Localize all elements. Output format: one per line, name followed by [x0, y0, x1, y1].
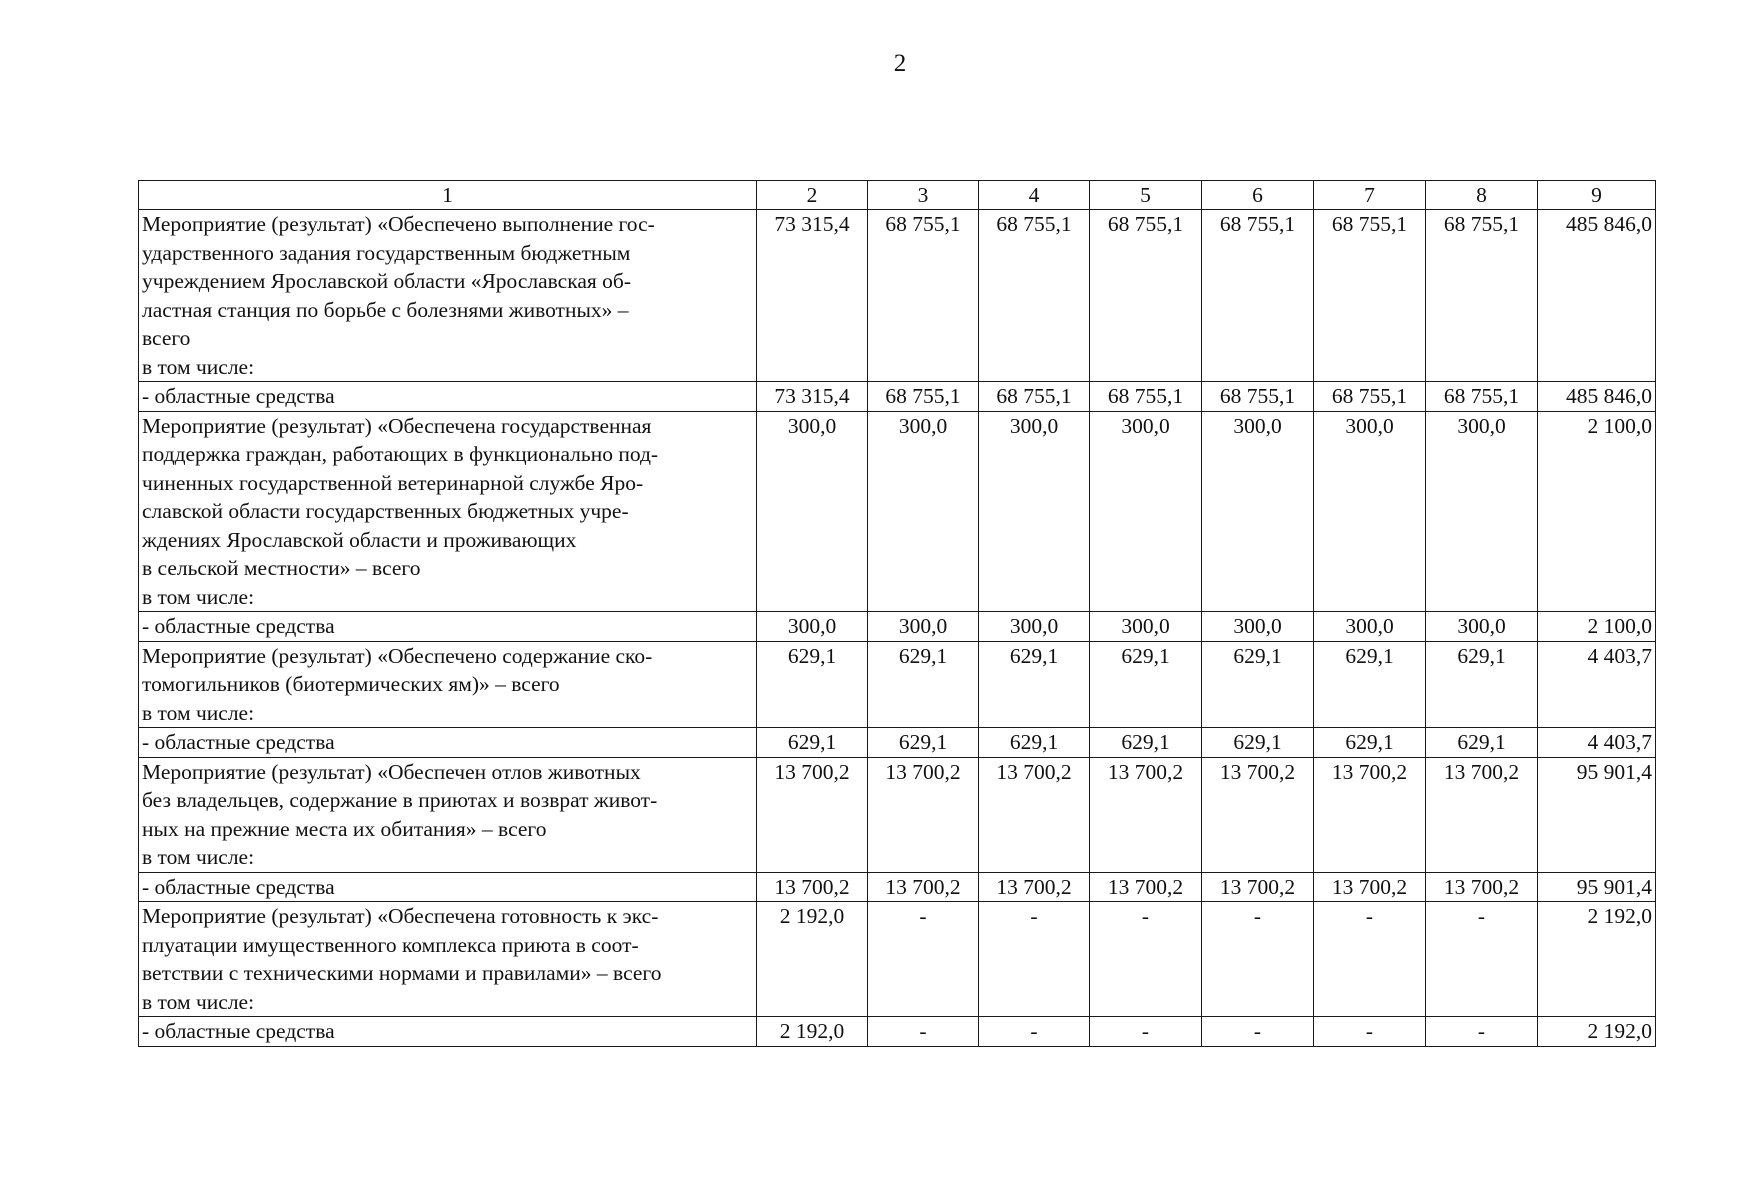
description-line: учреждением Ярославской области «Ярославская об-: [142, 269, 631, 293]
column-header: 5: [1090, 181, 1202, 210]
description-line: ных на прежние места их обитания» – всего: [142, 816, 547, 841]
year-value-cell: 300,0: [1202, 411, 1314, 612]
year-value-cell: 68 755,1: [979, 382, 1090, 412]
year-value-cell: 629,1: [1202, 728, 1314, 758]
year-value-cell: 68 755,1: [1090, 382, 1202, 412]
year-value-cell: 629,1: [1314, 641, 1426, 728]
year-value-cell: 68 755,1: [1314, 382, 1426, 412]
year-value-cell: -: [979, 902, 1090, 1017]
year-value-cell: -: [1426, 1017, 1538, 1047]
total-value-cell: 2 100,0: [1538, 411, 1656, 612]
year-value-cell: 629,1: [1090, 728, 1202, 758]
description-line: в том числе:: [142, 584, 255, 609]
year-value-cell: 13 700,2: [868, 872, 979, 902]
table-header-row: [139, 181, 1656, 210]
year-value-cell: -: [868, 1017, 979, 1047]
description-line: Мероприятие (результат) «Обеспечена государственная: [142, 413, 652, 438]
description-line: - областные средства: [142, 730, 335, 754]
year-value-cell: 68 755,1: [868, 382, 979, 412]
description-line: в сельской местности» – всего: [142, 556, 421, 580]
column-header: 4: [979, 181, 1090, 210]
description-line: в том числе:: [142, 354, 255, 379]
funding-source-cell: [139, 1017, 757, 1047]
description-line: - областные средства: [142, 614, 335, 638]
year-value-cell: 629,1: [868, 641, 979, 728]
year-value-cell: -: [1090, 1017, 1202, 1047]
year-value-cell: -: [979, 1017, 1090, 1047]
description-line: Мероприятие (результат) «Обеспечено содержание ско-: [142, 643, 653, 668]
table-body: [139, 210, 1656, 1047]
year-value-cell: 13 700,2: [757, 757, 868, 872]
year-value-cell: 13 700,2: [868, 757, 979, 872]
table-row-regional-funds: [139, 728, 1656, 758]
year-value-cell: 300,0: [1426, 411, 1538, 612]
table-row-regional-funds: [139, 872, 1656, 902]
table-row-activity: [139, 210, 1656, 382]
description-line: ластная станция по борьбе с болезнями животных» –: [142, 297, 629, 322]
year-value-cell: 629,1: [1202, 641, 1314, 728]
total-value-cell: 95 901,4: [1538, 757, 1656, 872]
year-value-cell: 300,0: [868, 612, 979, 642]
year-value-cell: -: [1090, 902, 1202, 1017]
description-line: чиненных государственной ветеринарной службе Яро-: [142, 470, 644, 495]
year-value-cell: 300,0: [757, 612, 868, 642]
description-line: без владельцев, содержание в приютах и возврат живот-: [142, 788, 658, 812]
total-value-cell: 2 192,0: [1538, 902, 1656, 1017]
year-value-cell: 68 755,1: [1426, 382, 1538, 412]
description-line: поддержка граждан, работающих в функционально под-: [142, 442, 659, 466]
year-value-cell: -: [1314, 1017, 1426, 1047]
page-number: 2: [893, 50, 907, 77]
funding-source-cell: [139, 728, 757, 758]
budget-table-wrapper: [138, 180, 1656, 1047]
year-value-cell: 629,1: [979, 728, 1090, 758]
table-row-regional-funds: [139, 382, 1656, 412]
year-value-cell: 13 700,2: [1090, 757, 1202, 872]
description-line: плуатации имущественного комплекса приюта в соот-: [142, 932, 639, 957]
year-value-cell: 629,1: [979, 641, 1090, 728]
column-header: 1: [139, 181, 757, 210]
year-value-cell: 13 700,2: [1314, 757, 1426, 872]
description-line: ударственного задания государственным бюджетным: [142, 240, 631, 265]
table-row-regional-funds: [139, 612, 1656, 642]
year-value-cell: -: [1426, 902, 1538, 1017]
column-header: 3: [868, 181, 979, 210]
year-value-cell: -: [1314, 902, 1426, 1017]
year-value-cell: 13 700,2: [1090, 872, 1202, 902]
description-line: томогильников (биотермических ям)» – всего: [142, 672, 560, 696]
column-header: 7: [1314, 181, 1426, 210]
description-line: Мероприятие (результат) «Обеспечена готовность к экс-: [142, 904, 659, 928]
description-line: ветствии с техническими нормами и правилами» – всего: [142, 961, 662, 985]
year-value-cell: 68 755,1: [1202, 210, 1314, 382]
year-value-cell: -: [868, 902, 979, 1017]
year-value-cell: 13 700,2: [979, 757, 1090, 872]
year-value-cell: 629,1: [757, 641, 868, 728]
column-header: 9: [1538, 181, 1656, 210]
year-value-cell: 629,1: [868, 728, 979, 758]
year-value-cell: 68 755,1: [868, 210, 979, 382]
activity-description-cell: [139, 210, 757, 382]
activity-description-cell: [139, 641, 757, 728]
table-row-activity: [139, 641, 1656, 728]
table-row-regional-funds: [139, 1017, 1656, 1047]
year-value-cell: 300,0: [1426, 612, 1538, 642]
year-value-cell: 629,1: [1314, 728, 1426, 758]
year-value-cell: 68 755,1: [1426, 210, 1538, 382]
total-value-cell: 2 192,0: [1538, 1017, 1656, 1047]
year-value-cell: 2 192,0: [757, 902, 868, 1017]
description-line: ждениях Ярославской области и проживающих: [142, 527, 577, 552]
total-value-cell: 2 100,0: [1538, 612, 1656, 642]
year-value-cell: 300,0: [868, 411, 979, 612]
year-value-cell: 300,0: [1314, 612, 1426, 642]
total-value-cell: 4 403,7: [1538, 728, 1656, 758]
year-value-cell: 300,0: [1314, 411, 1426, 612]
year-value-cell: 13 700,2: [757, 872, 868, 902]
year-value-cell: 2 192,0: [757, 1017, 868, 1047]
description-line: в том числе:: [142, 845, 255, 869]
funding-source-cell: [139, 382, 757, 412]
year-value-cell: 13 700,2: [1314, 872, 1426, 902]
description-line: - областные средства: [142, 384, 335, 408]
description-line: - областные средства: [142, 874, 335, 899]
description-line: в том числе:: [142, 700, 255, 725]
year-value-cell: 73 315,4: [757, 382, 868, 412]
year-value-cell: 13 700,2: [1202, 757, 1314, 872]
year-value-cell: -: [1202, 902, 1314, 1017]
year-value-cell: 300,0: [1090, 612, 1202, 642]
year-value-cell: 73 315,4: [757, 210, 868, 382]
year-value-cell: 300,0: [1202, 612, 1314, 642]
column-header: 6: [1202, 181, 1314, 210]
description-line: в том числе:: [142, 989, 255, 1014]
column-header: 8: [1426, 181, 1538, 210]
description-line: - областные средства: [142, 1019, 335, 1043]
year-value-cell: 629,1: [1090, 641, 1202, 728]
activity-description-cell: [139, 902, 757, 1017]
description-line: всего: [142, 326, 191, 350]
total-value-cell: 485 846,0: [1538, 382, 1656, 412]
year-value-cell: 13 700,2: [979, 872, 1090, 902]
activity-description-cell: [139, 757, 757, 872]
year-value-cell: 68 755,1: [979, 210, 1090, 382]
year-value-cell: 68 755,1: [1314, 210, 1426, 382]
year-value-cell: 13 700,2: [1426, 872, 1538, 902]
year-value-cell: 629,1: [1426, 728, 1538, 758]
year-value-cell: 629,1: [757, 728, 868, 758]
total-value-cell: 4 403,7: [1538, 641, 1656, 728]
year-value-cell: 300,0: [979, 411, 1090, 612]
funding-source-cell: [139, 872, 757, 902]
year-value-cell: 300,0: [757, 411, 868, 612]
year-value-cell: 13 700,2: [1202, 872, 1314, 902]
table-row-activity: [139, 757, 1656, 872]
budget-table: [138, 180, 1656, 1047]
funding-source-cell: [139, 612, 757, 642]
year-value-cell: 13 700,2: [1426, 757, 1538, 872]
year-value-cell: 300,0: [1090, 411, 1202, 612]
description-line: Мероприятие (результат) «Обеспечено выполнение гос-: [142, 212, 655, 236]
table-row-activity: [139, 902, 1656, 1017]
year-value-cell: -: [1202, 1017, 1314, 1047]
year-value-cell: 68 755,1: [1202, 382, 1314, 412]
year-value-cell: 300,0: [979, 612, 1090, 642]
table-row-activity: [139, 411, 1656, 612]
year-value-cell: 629,1: [1426, 641, 1538, 728]
total-value-cell: 485 846,0: [1538, 210, 1656, 382]
total-value-cell: 95 901,4: [1538, 872, 1656, 902]
description-line: Мероприятие (результат) «Обеспечен отлов животных: [142, 759, 641, 784]
column-header: 2: [757, 181, 868, 210]
activity-description-cell: [139, 411, 757, 612]
description-line: славской области государственных бюджетных учре-: [142, 499, 629, 523]
year-value-cell: 68 755,1: [1090, 210, 1202, 382]
